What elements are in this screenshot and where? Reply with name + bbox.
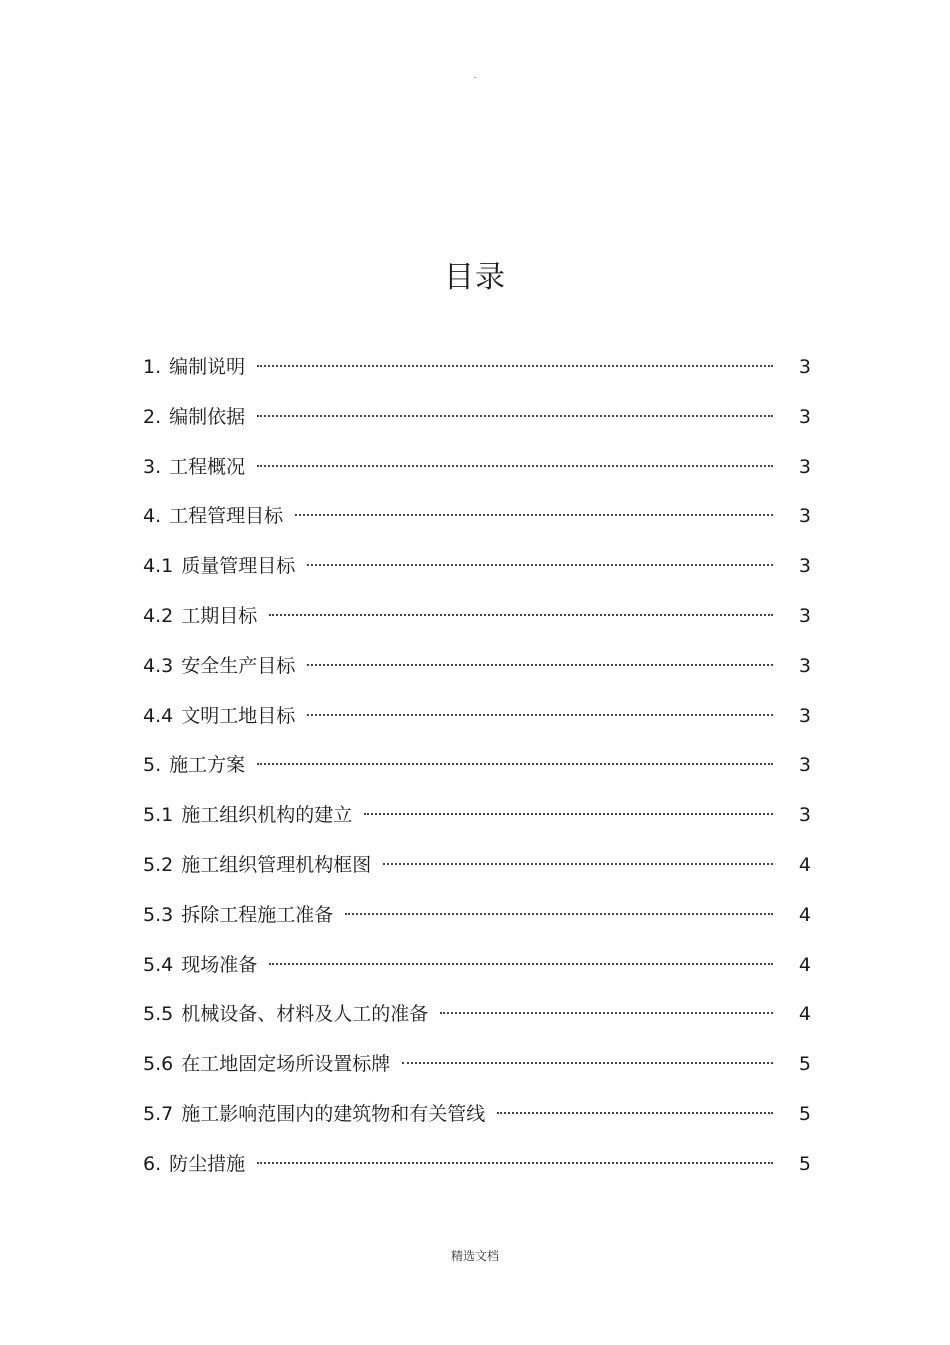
toc-entry-title: 施工组织管理机构框图 <box>181 853 372 876</box>
toc-entry-page: 3 <box>798 505 811 528</box>
toc-entry-title: 施工方案 <box>169 754 246 777</box>
toc-entry-page: 3 <box>798 804 811 827</box>
toc-entry-title: 质量管理目标 <box>181 555 296 578</box>
toc-entry[interactable] <box>143 344 811 394</box>
toc-dot-leader <box>402 1062 773 1064</box>
toc-entry-page: 3 <box>798 356 811 378</box>
toc-entry-title: 在工地固定场所设置标牌 <box>181 1053 391 1076</box>
toc-entry-page: 3 <box>798 455 811 478</box>
toc-entry-page: 4 <box>798 1003 811 1026</box>
toc-dot-leader <box>307 564 773 566</box>
toc-entry-number: 5.1 <box>143 804 174 827</box>
toc-entry-page: 3 <box>798 405 811 428</box>
toc-dot-leader <box>257 465 773 467</box>
toc-dot-leader <box>295 514 773 516</box>
toc-dot-leader <box>269 963 773 965</box>
toc-entry[interactable] <box>143 693 811 743</box>
toc-entry[interactable] <box>143 842 811 892</box>
toc-entry-number: 5. <box>143 754 162 777</box>
toc-entry-number: 6. <box>143 1152 162 1175</box>
toc-entry-page: 4 <box>798 853 811 876</box>
toc-entry-title: 安全生产目标 <box>181 654 296 677</box>
toc-entry-number: 1. <box>143 356 162 378</box>
toc-entry-page: 4 <box>798 903 811 926</box>
toc-dot-leader <box>383 863 773 865</box>
toc-entry-page: 4 <box>798 953 811 976</box>
page-title: 目录 <box>444 260 506 295</box>
toc-entry-title: 现场准备 <box>181 953 258 976</box>
toc-entry-page: 3 <box>798 654 811 677</box>
toc-dot-leader <box>307 664 773 666</box>
toc-entry-title: 机械设备、材料及人工的准备 <box>181 1003 429 1026</box>
toc-entry-number: 5.2 <box>143 853 174 876</box>
toc-entry-number: 5.3 <box>143 903 174 926</box>
toc-entry-number: 5.6 <box>143 1053 174 1076</box>
toc-entry-page: 5 <box>798 1102 811 1125</box>
toc-entry-page: 3 <box>798 604 811 627</box>
toc-entry-number: 5.4 <box>143 953 174 976</box>
toc-dot-leader <box>257 763 773 765</box>
toc-entry-number: 3. <box>143 455 162 478</box>
toc-dot-leader <box>307 714 773 716</box>
toc-entry-title: 文明工地目标 <box>181 704 296 727</box>
toc-entry-number: 4.4 <box>143 704 174 727</box>
toc-entry[interactable] <box>143 493 811 543</box>
toc-entry-page: 5 <box>798 1152 811 1175</box>
toc-entry-page: 5 <box>798 1053 811 1076</box>
toc-entry-number: 4. <box>143 505 162 528</box>
toc-dot-leader <box>345 913 773 915</box>
toc-entry-title: 防尘措施 <box>169 1152 246 1175</box>
toc-dot-leader <box>257 365 773 367</box>
toc-entry-title: 编制说明 <box>169 356 246 378</box>
toc-entry-title: 施工影响范围内的建筑物和有关管线 <box>181 1102 486 1125</box>
toc-entry-number: 5.5 <box>143 1003 174 1026</box>
toc-entry[interactable] <box>143 643 811 693</box>
toc-entry-page: 3 <box>798 704 811 727</box>
toc-entry[interactable] <box>143 394 811 444</box>
toc-entry[interactable] <box>143 593 811 643</box>
page-footer: 精选文档 <box>450 1249 499 1263</box>
toc-entry[interactable] <box>143 792 811 842</box>
toc-entry[interactable] <box>143 742 811 792</box>
toc-dot-leader <box>257 1162 773 1164</box>
toc-entry-page: 3 <box>798 754 811 777</box>
toc-dot-leader <box>440 1012 773 1014</box>
toc-dot-leader <box>257 415 773 417</box>
toc-entry-number: 5.7 <box>143 1102 174 1125</box>
toc-entry-title: 工期目标 <box>181 604 258 627</box>
toc-entry-number: 4.2 <box>143 604 174 627</box>
header-mark: . <box>473 71 477 81</box>
toc-entry-title: 工程概况 <box>169 455 246 478</box>
toc-entry-number: 4.3 <box>143 654 174 677</box>
toc-entry-title: 编制依据 <box>169 405 246 428</box>
toc-entry[interactable] <box>143 1141 811 1191</box>
toc-dot-leader <box>497 1112 773 1114</box>
toc-entry[interactable] <box>143 444 811 494</box>
toc-entry[interactable] <box>143 942 811 992</box>
toc-entry[interactable] <box>143 892 811 942</box>
toc-entry-number: 4.1 <box>143 555 174 578</box>
toc-dot-leader <box>364 813 773 815</box>
toc-entry-title: 施工组织机构的建立 <box>181 804 353 827</box>
toc-dot-leader <box>269 614 773 616</box>
toc-entry[interactable] <box>143 1091 811 1141</box>
toc-entry[interactable] <box>143 991 811 1041</box>
toc-entry[interactable] <box>143 543 811 593</box>
toc-entry-page: 3 <box>798 555 811 578</box>
toc-entry[interactable] <box>143 1041 811 1091</box>
toc-entry-title: 工程管理目标 <box>169 505 284 528</box>
toc-entry-title: 拆除工程施工准备 <box>181 903 334 926</box>
table-of-contents <box>143 344 811 1191</box>
toc-entry-number: 2. <box>143 405 162 428</box>
